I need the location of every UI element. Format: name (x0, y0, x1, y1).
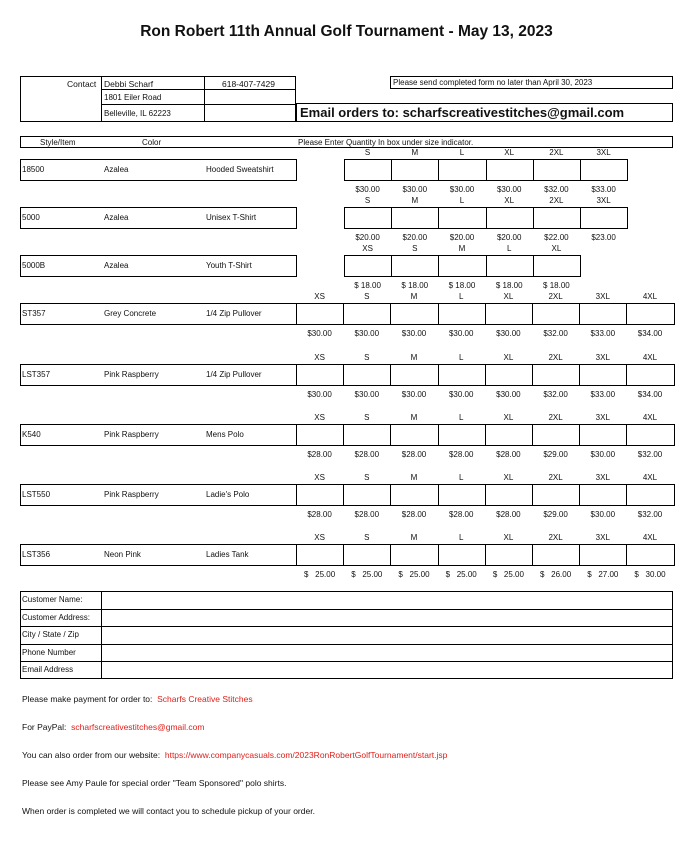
price-label: $30.00 (448, 329, 474, 338)
price-label: $32.00 (637, 510, 663, 519)
price-label: $28.00 (496, 510, 521, 519)
quantity-input[interactable] (343, 484, 391, 506)
size-label: 4XL (642, 292, 658, 301)
quantity-input[interactable] (438, 255, 486, 277)
size-label: S (364, 148, 371, 157)
size-label: L (458, 353, 464, 362)
quantity-input[interactable] (485, 484, 533, 506)
quantity-input[interactable] (532, 544, 580, 566)
price-label: $30.00 (496, 329, 521, 338)
special-order-note: Please see Amy Paule for special order "Team Sponsored" polo shirts. (22, 778, 287, 788)
size-label: 4XL (642, 533, 658, 542)
customer-field-input[interactable] (102, 645, 672, 660)
size-label: S (364, 196, 371, 205)
paypal-label: For PayPal: (22, 722, 67, 732)
quantity-input[interactable] (532, 303, 580, 325)
size-label: XS (314, 353, 325, 362)
quantity-input[interactable] (390, 484, 438, 506)
price-label: $30.00 (449, 185, 475, 194)
quantity-input[interactable] (486, 207, 534, 229)
quantity-input[interactable] (533, 255, 581, 277)
price-label: $30.00 (590, 450, 616, 459)
product-style: LST550 (22, 490, 51, 499)
size-label: XL (503, 533, 514, 542)
quantity-input[interactable] (533, 159, 581, 181)
quantity-input[interactable] (532, 424, 580, 446)
quantity-input[interactable] (438, 364, 486, 386)
price-label: $32.00 (544, 185, 569, 194)
customer-field-input[interactable] (102, 592, 672, 607)
website-label: You can also order from our website: (22, 750, 161, 760)
size-label: 2XL (549, 196, 564, 205)
price-label: $30.00 (307, 390, 332, 399)
price-label: $28.00 (448, 510, 474, 519)
customer-field-input[interactable] (102, 610, 672, 625)
size-label: XL (503, 292, 514, 301)
size-label: 3XL (595, 533, 610, 542)
price-label: $30.00 (355, 185, 380, 194)
size-label: 2XL (548, 533, 563, 542)
product-style: LST357 (22, 370, 51, 379)
quantity-input[interactable] (438, 424, 486, 446)
size-label: 2XL (548, 473, 563, 482)
quantity-input[interactable] (532, 484, 580, 506)
payment-label: Please make payment for order to: (22, 694, 153, 704)
product-style: 5000 (22, 213, 40, 222)
quantity-input[interactable] (296, 303, 344, 325)
customer-field-input[interactable] (102, 662, 672, 677)
website-note (22, 750, 447, 760)
size-label: XL (503, 413, 514, 422)
product-item: Youth T-Shirt (206, 261, 252, 270)
quantity-input[interactable] (391, 255, 439, 277)
website-link[interactable]: https://www.companycasuals.com/2023RonRobertGolfTournament/start.jsp (164, 750, 448, 760)
price-label: $29.00 (543, 450, 568, 459)
size-label: L (459, 196, 465, 205)
contact-address-line1: 1801 Eiler Road (104, 93, 162, 102)
size-label: L (458, 473, 464, 482)
quantity-input[interactable] (344, 159, 392, 181)
quantity-input[interactable] (344, 207, 392, 229)
price-label: $20.00 (449, 233, 475, 242)
price-label: $28.00 (307, 450, 332, 459)
contact-address-line2: Belleville, IL 62223 (104, 109, 171, 118)
size-label: 2XL (548, 413, 563, 422)
price-label: $29.00 (543, 510, 568, 519)
contact-label: Contact (67, 79, 97, 89)
customer-field-label: City / State / Zip (22, 630, 79, 640)
price-label: $ 18.00 (543, 281, 570, 290)
product-color: Azalea (104, 213, 129, 222)
size-label: M (410, 353, 418, 362)
quantity-input[interactable] (391, 207, 439, 229)
quantity-input[interactable] (532, 364, 580, 386)
quantity-input[interactable] (486, 255, 534, 277)
size-label: 3XL (595, 292, 610, 301)
quantity-input[interactable] (626, 484, 674, 506)
size-label: XL (504, 148, 515, 157)
product-style: 5000B (22, 261, 46, 270)
price-label: $ 25.00 (445, 570, 477, 579)
quantity-input[interactable] (438, 544, 486, 566)
quantity-input[interactable] (485, 303, 533, 325)
quantity-input[interactable] (626, 544, 674, 566)
price-label: $30.00 (496, 390, 521, 399)
size-label: 4XL (642, 413, 658, 422)
product-item: Ladie's Polo (206, 490, 250, 499)
size-label: 3XL (595, 413, 610, 422)
size-label: XL (551, 244, 562, 253)
price-label: $28.00 (401, 510, 427, 519)
size-label: XL (503, 353, 514, 362)
product-style: ST357 (22, 309, 46, 318)
price-label: $28.00 (448, 450, 474, 459)
price-label: $30.00 (401, 329, 427, 338)
product-description-box (20, 544, 297, 566)
product-style: 18500 (22, 165, 45, 174)
price-label: $ 25.00 (304, 570, 336, 579)
quantity-input[interactable] (344, 255, 392, 277)
product-item: Hooded Sweatshirt (206, 165, 274, 174)
price-label: $20.00 (355, 233, 380, 242)
size-label: XL (504, 196, 515, 205)
size-label: S (364, 292, 370, 301)
header-instructions: Please Enter Quantity In box under size indicator. (298, 138, 474, 147)
size-label: L (458, 413, 464, 422)
product-color: Pink Raspberry (104, 490, 159, 499)
price-label: $ 25.00 (398, 570, 430, 579)
pickup-note: When order is completed we will contact you to schedule pickup of your order. (22, 806, 315, 816)
price-label: $32.00 (543, 329, 568, 338)
price-label: $28.00 (496, 450, 521, 459)
price-label: $30.00 (590, 510, 616, 519)
size-label: XL (503, 473, 514, 482)
header-color: Color (142, 138, 162, 147)
product-item: Unisex T-Shirt (206, 213, 257, 222)
price-label: $ 18.00 (495, 281, 523, 290)
size-label: L (458, 533, 464, 542)
price-label: $33.00 (590, 329, 616, 338)
product-color: Grey Concrete (104, 309, 157, 318)
product-color: Azalea (104, 261, 129, 270)
price-label: $ 18.00 (401, 281, 429, 290)
price-label: $22.00 (544, 233, 569, 242)
deadline-text: Please send completed form no later than April 30, 2023 (393, 78, 593, 87)
product-style: LST356 (22, 550, 51, 559)
price-label: $ 25.00 (351, 570, 383, 579)
size-label: L (506, 244, 512, 253)
size-label: M (411, 148, 419, 157)
quantity-input[interactable] (438, 484, 486, 506)
price-label: $32.00 (637, 450, 663, 459)
size-label: S (364, 353, 370, 362)
size-label: S (364, 413, 370, 422)
size-label: M (410, 533, 418, 542)
product-item: 1/4 Zip Pullover (206, 309, 262, 318)
price-label: $ 18.00 (448, 281, 476, 290)
quantity-input[interactable] (486, 159, 534, 181)
price-label: $30.00 (354, 390, 380, 399)
quantity-input[interactable] (579, 364, 627, 386)
quantity-input[interactable] (485, 364, 533, 386)
quantity-input[interactable] (579, 544, 627, 566)
size-label: XS (314, 473, 325, 482)
size-label: 4XL (642, 353, 658, 362)
page-title: Ron Robert 11th Annual Golf Tournament - May 13, 2023 (140, 23, 553, 40)
price-label: $28.00 (354, 450, 380, 459)
price-label: $20.00 (496, 233, 522, 242)
size-label: L (458, 292, 464, 301)
price-label: $28.00 (307, 510, 332, 519)
quantity-input[interactable] (485, 544, 533, 566)
paypal-note (22, 722, 204, 732)
quantity-input[interactable] (626, 424, 674, 446)
quantity-input[interactable] (391, 159, 439, 181)
quantity-input[interactable] (579, 303, 627, 325)
paypal-email-link[interactable]: scharfscreativestitches@gmail.com (71, 722, 205, 732)
quantity-input[interactable] (343, 364, 391, 386)
price-label: $30.00 (448, 390, 474, 399)
quantity-input[interactable] (390, 364, 438, 386)
size-label: M (410, 413, 418, 422)
price-label: $30.00 (402, 185, 428, 194)
product-description-box (20, 255, 297, 277)
size-label: XS (314, 533, 325, 542)
size-label: M (410, 473, 418, 482)
size-label: XS (362, 244, 373, 253)
price-label: $ 30.00 (634, 570, 666, 579)
quantity-input[interactable] (580, 207, 628, 229)
quantity-input[interactable] (485, 424, 533, 446)
quantity-input[interactable] (390, 424, 438, 446)
size-label: 2XL (548, 353, 563, 362)
price-label: $ 18.00 (354, 281, 381, 290)
product-item: Mens Polo (206, 430, 244, 439)
size-label: XS (314, 413, 325, 422)
quantity-input[interactable] (296, 544, 344, 566)
quantity-input[interactable] (296, 484, 344, 506)
price-label: $ 26.00 (540, 570, 572, 579)
size-label: M (458, 244, 466, 253)
price-label: $ 27.00 (587, 570, 619, 579)
payment-note (22, 694, 253, 704)
price-label: $30.00 (401, 390, 427, 399)
price-label: $30.00 (307, 329, 332, 338)
size-label: S (364, 533, 370, 542)
size-label: 4XL (642, 473, 658, 482)
size-label: S (364, 473, 370, 482)
customer-field-label: Customer Name: (22, 595, 83, 604)
size-label: XS (314, 292, 325, 301)
quantity-input[interactable] (296, 364, 344, 386)
quantity-input[interactable] (626, 364, 674, 386)
product-style: K540 (22, 430, 41, 439)
customer-field-label: Phone Number (22, 647, 76, 657)
size-label: 2XL (549, 148, 564, 157)
quantity-input[interactable] (579, 484, 627, 506)
quantity-input[interactable] (296, 424, 344, 446)
product-color: Pink Raspberry (104, 370, 159, 379)
contact-phone: 618-407-7429 (222, 79, 275, 89)
payment-payee: Scharfs Creative Stitches (157, 694, 253, 704)
size-label: M (410, 292, 418, 301)
price-label: $ 25.00 (492, 570, 524, 579)
price-label: $23.00 (591, 233, 616, 242)
customer-field-label: Customer Address: (22, 612, 91, 622)
quantity-input[interactable] (438, 159, 486, 181)
quantity-input[interactable] (390, 544, 438, 566)
quantity-input[interactable] (390, 303, 438, 325)
quantity-input[interactable] (438, 207, 486, 229)
price-label: $30.00 (354, 329, 380, 338)
price-label: $33.00 (591, 185, 616, 194)
price-label: $34.00 (637, 329, 663, 338)
price-label: $20.00 (402, 233, 428, 242)
quantity-input[interactable] (343, 424, 391, 446)
quantity-input[interactable] (343, 544, 391, 566)
price-label: $33.00 (590, 390, 616, 399)
price-label: $28.00 (401, 450, 427, 459)
email-orders: Email orders to: scharfscreativestitches@gmail.com (300, 105, 625, 120)
contact-name: Debbi Scharf (104, 79, 154, 89)
price-label: $32.00 (543, 390, 568, 399)
quantity-input[interactable] (438, 303, 486, 325)
quantity-input[interactable] (343, 303, 391, 325)
quantity-input[interactable] (580, 159, 628, 181)
size-label: M (411, 196, 419, 205)
price-label: $30.00 (496, 185, 522, 194)
size-label: 3XL (596, 148, 611, 157)
product-color: Pink Raspberry (104, 430, 159, 439)
product-color: Azalea (104, 165, 129, 174)
size-label: L (459, 148, 465, 157)
product-item: Ladies Tank (206, 550, 249, 559)
header-style: Style/Item (40, 138, 76, 147)
price-label: $28.00 (354, 510, 380, 519)
size-label: 3XL (596, 196, 611, 205)
price-label: $34.00 (637, 390, 663, 399)
size-label: 3XL (595, 473, 610, 482)
customer-field-label: Email Address (22, 665, 74, 675)
customer-field-input[interactable] (102, 627, 672, 642)
quantity-input[interactable] (533, 207, 581, 229)
product-item: 1/4 Zip Pullover (206, 370, 262, 379)
size-label: 3XL (595, 353, 610, 362)
quantity-input[interactable] (626, 303, 674, 325)
product-color: Neon Pink (104, 550, 141, 559)
size-label: 2XL (548, 292, 563, 301)
size-label: S (412, 244, 418, 253)
quantity-input[interactable] (579, 424, 627, 446)
